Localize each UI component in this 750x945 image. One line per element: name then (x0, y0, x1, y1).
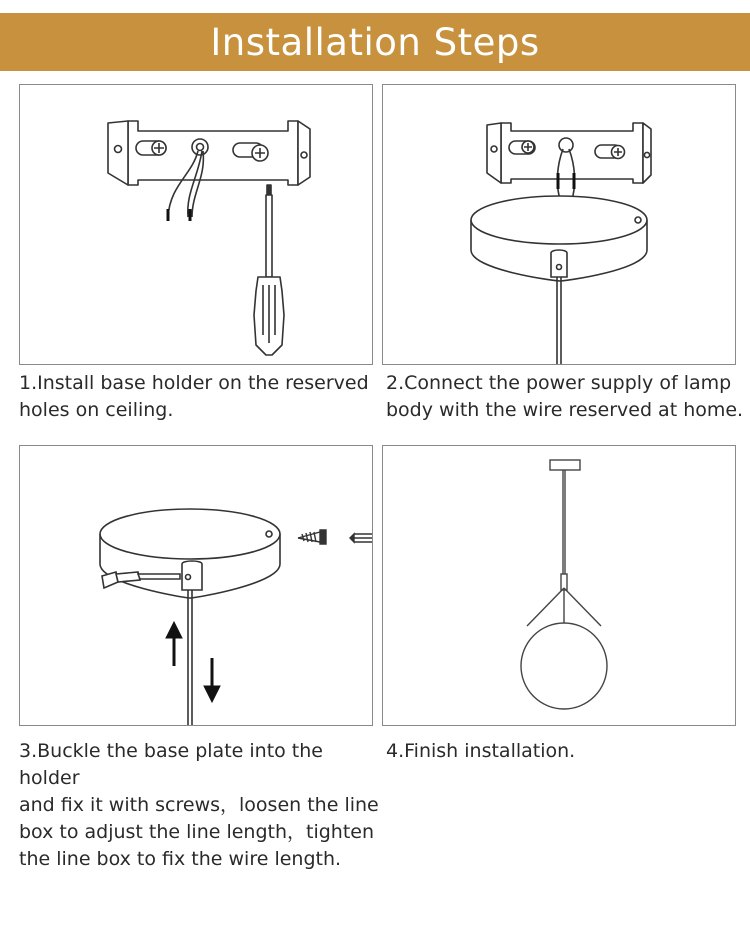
globe-pendant-lamp-icon (383, 446, 736, 726)
step-2-caption: 2.Connect the power supply of lamp body with the wire reserved at home. (386, 372, 744, 421)
base-holder-screwdriver-icon (20, 85, 373, 365)
step-4-caption: 4.Finish installation. (386, 740, 576, 762)
step-1-caption: 1.Install base holder on the reserved holes on ceiling. (19, 372, 369, 421)
step-1-illustration (19, 84, 373, 365)
step-3-caption: 3.Buckle the base plate into the holder and fix it with screws，loosen the line box to adjust the line length，tighten the line box to fix the wire length. (19, 740, 379, 870)
step-2-illustration (382, 84, 736, 365)
step-4-illustration (382, 445, 736, 726)
page-title: Installation Steps (210, 20, 540, 64)
header-banner (0, 13, 750, 71)
canopy-wire-connection-icon (383, 85, 736, 365)
step-3-illustration (19, 445, 373, 726)
canopy-screw-adjust-icon (20, 446, 373, 726)
